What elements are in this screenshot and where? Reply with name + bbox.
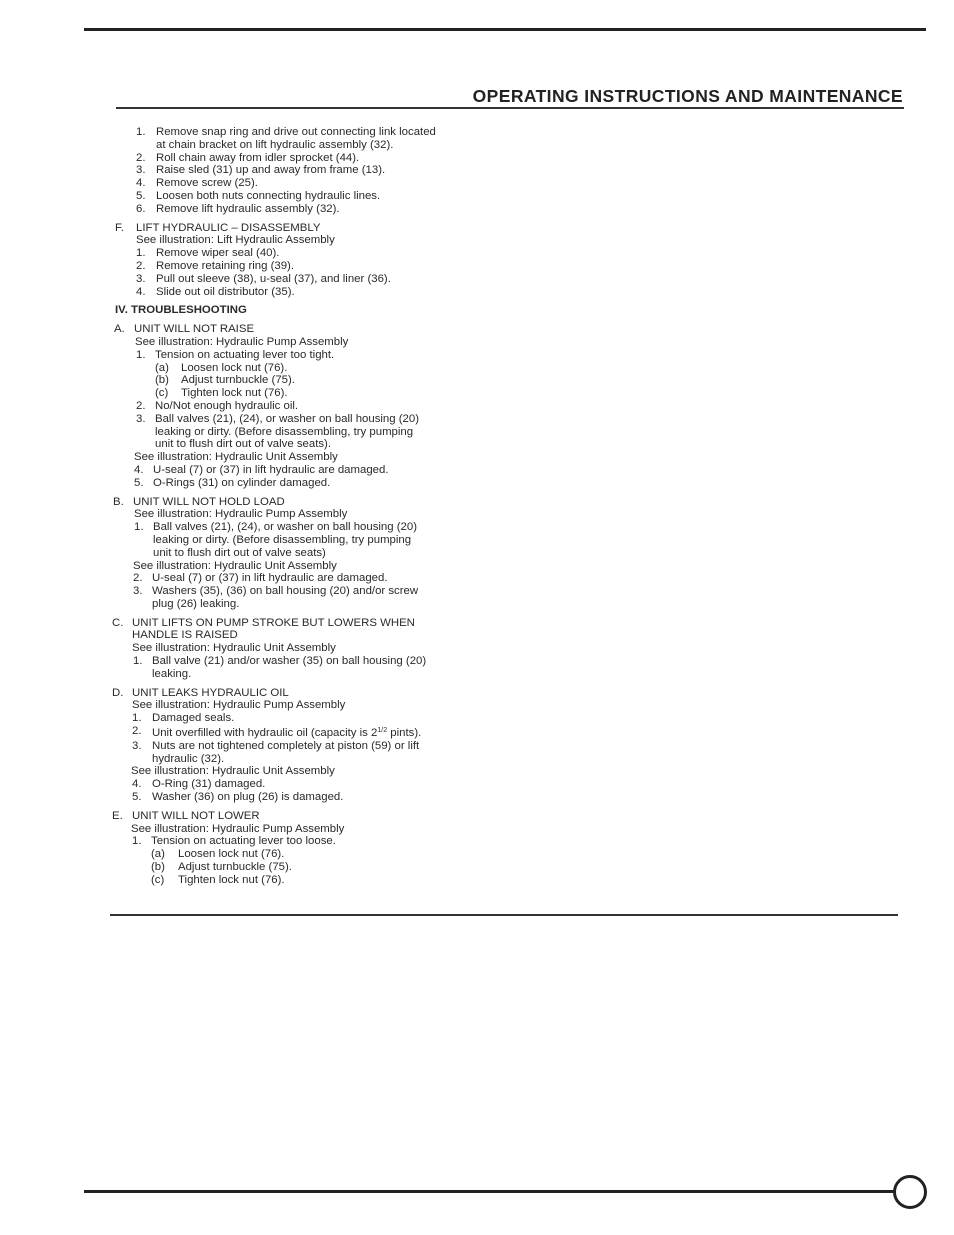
step-number: 4. [136,285,146,298]
section-heading [112,617,484,643]
list-item [132,791,484,804]
step-text: O-Ring (31) damaged. [152,778,266,791]
sub-step-letter: (c) [155,387,169,400]
list-item [134,521,484,559]
list-item [132,835,484,848]
list-item [133,655,484,681]
section-d [112,687,484,804]
step-number: 2. [132,725,142,738]
step-text: pints). [387,727,422,740]
section-heading [112,687,484,700]
section-title: UNIT WILL NOT HOLD LOAD [133,495,285,508]
step-text: Ball valves (21), (24), or washer on ball housing (20) [153,521,418,534]
step-number: 4. [132,778,142,791]
list-item [132,740,484,766]
removal-steps [112,126,484,216]
step-number: 1. [133,655,143,668]
step-number: 6. [136,202,146,215]
step-number: 3. [136,164,146,177]
section-title: LIFT HYDRAULIC – DISASSEMBLY [136,221,321,234]
step-text: Remove lift hydraulic assembly (32). [156,202,340,215]
step-text: U-seal (7) or (37) in lift hydraulic are damaged. [152,572,388,585]
sub-step-text: Loosen lock nut (76). [178,848,285,861]
see-illustration: See illustration: Hydraulic Unit Assembly [134,451,338,464]
see-illustration: See illustration: Hydraulic Unit Assembly [133,559,337,572]
step-text: O-Rings (31) on cylinder damaged. [153,476,331,489]
list-item [132,725,484,740]
sub-step-letter: (b) [155,374,169,387]
step-number: 3. [136,412,146,425]
sub-step-letter: (b) [151,861,165,874]
list-item [136,177,484,190]
list-item [136,152,484,165]
step-text: U-seal (7) or (37) in lift hydraulic are damaged. [153,463,389,476]
step-number: 5. [134,476,144,489]
sub-step-letter: (c) [151,873,165,886]
step-text: Roll chain away from idler sprocket (44). [156,151,360,164]
sub-step-letter: (a) [151,848,165,861]
list-item [136,260,484,273]
top-rule [84,28,926,31]
list-item [155,362,484,375]
step-text: Remove retaining ring (39). [156,259,295,272]
step-text: plug (26) leaking. [152,597,240,610]
list-item [136,190,484,203]
sub-step-text: Tighten lock nut (76). [181,387,288,400]
step-text: Remove wiper seal (40). [156,247,280,260]
page-number-circle [893,1175,927,1209]
list-item [151,874,484,887]
section-letter: E. [112,809,123,822]
footer-rule [84,1190,899,1193]
see-illustration: See illustration: Hydraulic Pump Assembly [132,699,346,712]
step-text: Washers (35), (36) on ball housing (20) and/or screw [152,585,419,598]
see-illustration: See illustration: Lift Hydraulic Assembly [136,234,335,247]
step-text: leaking. [152,667,192,680]
step-number: 1. [136,348,146,361]
step-number: 4. [134,463,144,476]
see-illustration: See illustration: Hydraulic Pump Assembly [134,508,348,521]
step-text: Tension on actuating lever too tight. [155,348,335,361]
list-item [136,400,484,413]
list-item [134,464,484,477]
see-illustration: See illustration: Hydraulic Pump Assembly [135,335,349,348]
section-title: UNIT WILL NOT LOWER [132,809,260,822]
section-letter: F. [115,221,124,234]
sub-step-text: Adjust turnbuckle (75). [178,861,292,874]
step-number: 3. [136,272,146,285]
list-item [136,273,484,286]
step-number: 5. [132,791,142,804]
list-item [134,477,484,490]
step-text: unit to flush dirt out of valve seats). [155,438,332,451]
section-title: HANDLE IS RAISED [132,629,238,642]
list-item [133,572,484,585]
step-text: Remove screw (25). [156,177,258,190]
sub-step-letter: (a) [155,361,169,374]
step-text: Remove snap ring and drive out connecting link located [156,126,436,138]
section-letter: C. [112,616,124,629]
list-item [155,387,484,400]
step-text: Damaged seals. [152,712,235,725]
step-text: Raise sled (31) up and away from frame (13). [156,164,386,177]
list-item [136,126,484,152]
section-c [112,617,484,681]
section-letter: D. [112,686,124,699]
list-item [136,247,484,260]
section-title: UNIT WILL NOT RAISE [134,323,255,336]
step-number: 2. [133,572,143,585]
see-illustration: See illustration: Hydraulic Unit Assembly [132,642,336,655]
step-text: leaking or dirty. (Before disassembling, try pumping [153,533,412,546]
step-text: Ball valve (21) and/or washer (35) on ball housing (20) [152,655,427,668]
step-number: 1. [136,247,146,260]
step-number: 1. [132,835,142,848]
step-text: No/Not enough hydraulic oil. [155,399,299,412]
list-item [132,778,484,791]
list-item [136,286,484,299]
list-item [155,374,484,387]
section-title: UNIT LEAKS HYDRAULIC OIL [132,686,289,699]
step-text: leaking or dirty. (Before disassembling, try pumping [155,425,414,438]
step-text: hydraulic (32). [152,752,225,765]
step-text: Nuts are not tightened completely at piston (59) or lift [152,739,420,752]
step-text: unit to flush dirt out of valve seats) [153,546,326,559]
list-item [151,848,484,861]
step-text: Pull out sleeve (38), u-seal (37), and liner (36). [156,272,391,285]
step-text: at chain bracket on lift hydraulic assembly (32). [156,138,394,151]
section-heading [112,323,484,336]
see-illustration: See illustration: Hydraulic Pump Assembly [131,822,345,835]
section-heading [112,496,484,509]
fraction: 1/2 [377,727,388,735]
list-item [132,712,484,725]
section-letter: A. [114,323,125,336]
step-text: Ball valves (21), (24), or washer on ball housing (20) [155,412,420,425]
section-b [112,496,484,611]
step-number: 3. [133,585,143,598]
step-text: Tension on actuating lever too loose. [151,835,336,848]
page-body [112,126,484,893]
header-rule [116,107,904,109]
step-text: Slide out oil distributor (35). [156,285,295,298]
list-item [133,585,484,611]
list-item [136,413,484,451]
list-item [151,861,484,874]
section-e [112,810,484,887]
step-text: Unit overfilled with hydraulic oil (capacity is 2 [152,727,378,740]
step-number: 2. [136,399,146,412]
sub-step-text: Adjust turnbuckle (75). [181,374,295,387]
step-number: 2. [136,151,146,164]
step-number: 3. [132,739,142,752]
section-heading [112,810,484,823]
step-number: 1. [134,521,144,534]
troubleshooting-heading: IV. TROUBLESHOOTING [115,304,247,317]
content-bottom-rule [110,914,898,916]
step-number: 2. [136,259,146,272]
page-title: OPERATING INSTRUCTIONS AND MAINTENANCE [472,86,903,106]
step-number: 1. [136,126,146,138]
step-text: Loosen both nuts connecting hydraulic lines. [156,189,381,202]
list-item [136,349,484,362]
sub-step-text: Loosen lock nut (76). [181,361,288,374]
section-f [112,222,484,299]
section-title: UNIT LIFTS ON PUMP STROKE BUT LOWERS WHEN [132,616,415,629]
section-heading [112,222,484,235]
step-text: Washer (36) on plug (26) is damaged. [152,791,344,804]
list-item [136,203,484,216]
list-item [136,164,484,177]
see-illustration: See illustration: Hydraulic Unit Assembly [131,765,335,778]
section-a [112,323,484,489]
section-letter: B. [113,495,124,508]
step-number: 5. [136,189,146,202]
sub-step-text: Tighten lock nut (76). [178,873,285,886]
step-number: 4. [136,177,146,190]
step-number: 1. [132,712,142,725]
